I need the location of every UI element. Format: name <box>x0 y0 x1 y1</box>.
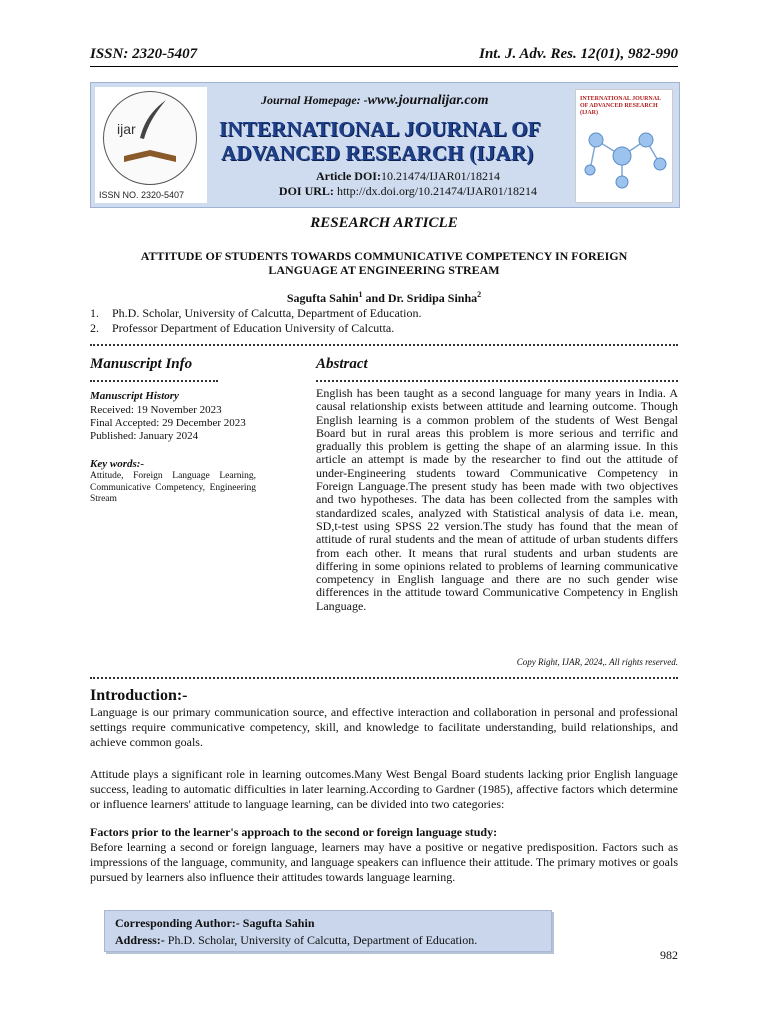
corresponding-author-box <box>104 910 552 952</box>
article-title-line1: ATTITUDE OF STUDENTS TOWARDS COMMUNICATIVE COMPETENCY IN FOREIGN <box>140 249 628 263</box>
author-2: and Dr. Sridipa Sinha <box>362 291 478 305</box>
logo-text: ijar <box>117 121 136 137</box>
doi-url-label: DOI URL: <box>278 184 334 198</box>
journal-homepage <box>261 93 489 109</box>
article-type: RESEARCH ARTICLE <box>310 215 458 231</box>
journal-title-line1: INTERNATIONAL JOURNAL OF <box>219 117 541 141</box>
quill-book-icon <box>104 92 196 184</box>
journal-title <box>219 117 559 165</box>
intro-paragraph-1: Language is our primary communication source, and effective interaction and collaboration in personal and professional settings require communicative competency, skill, and knowledge to facilitate understanding, build relationships, and achieve common goals. <box>90 705 678 749</box>
journal-title-line2: ADVANCED RESEARCH (IJAR) <box>221 141 534 165</box>
accepted-date: Final Accepted: 29 December 2023 <box>90 417 246 429</box>
doi-value: 10.21474/IJAR01/18214 <box>380 169 500 183</box>
homepage-link[interactable]: www.journalijar.com <box>367 93 489 108</box>
divider <box>90 340 678 346</box>
corresponding-address <box>115 933 477 948</box>
address-text: Ph.D. Scholar, University of Calcutta, Department of Education. <box>164 933 478 947</box>
abstract-heading: Abstract <box>316 356 368 372</box>
doi-label: Article DOI: <box>316 169 381 183</box>
received-date: Received: 19 November 2023 <box>90 404 222 416</box>
published-date: Published: January 2024 <box>90 430 199 442</box>
running-header <box>90 46 678 67</box>
thumbnail-title: INTERNATIONAL JOURNAL OF ADVANCED RESEARCH (IJAR) <box>580 96 661 116</box>
factors-subheading: Factors prior to the learner's approach to the second or foreign language study: <box>90 825 498 839</box>
manuscript-info-heading: Manuscript Info <box>90 356 193 372</box>
doi-url-link[interactable]: http://dx.doi.org/10.21474/IJAR01/18214 <box>333 184 538 198</box>
citation-label: Int. J. Adv. Res. 12(01), 982-990 <box>479 46 678 62</box>
keywords: Attitude, Foreign Language Learning, Communicative Competency, Engineering Stream <box>90 471 256 504</box>
author-1: Sagufta Sahin <box>286 291 359 305</box>
page-number: 982 <box>660 948 678 962</box>
manuscript-history-label: Manuscript History <box>90 390 179 402</box>
abstract-divider <box>316 376 678 382</box>
logo-emblem <box>103 91 197 185</box>
article-title-line2: LANGUAGE AT ENGINEERING STREAM <box>268 263 500 277</box>
abstract-text: English has been taught as a second language for many years in India. A causal relationship exists between attitude and learning outcome. Though English learning is a common problem of the students of West Bengal Board but in rural areas this problem is more serious and terrific and gradually this problem is getting the shape of an alarming issue. In this article an attempt is made by the researcher to find out the attitude of under-Engineering students toward Communicative Competency in Foreign Language.The present study has been made with two objectives and two hypotheses. The data has been collected from the samples with standardized scales, analyzed with Statistical analysis of data i.e. mean, SD,t-test using SPSS 22 version.The study has found that the mean of attitude of rural students and the mean of attitude of urban students differs from each other. It means that rural students and urban students are differing in some opinions related to problems of learning communicative competency in English language and there are no such gender wise differences in the attitude toward Communicative Competency in English Language. <box>316 386 678 613</box>
issn-label: ISSN: 2320-5407 <box>90 46 198 62</box>
intro-paragraph-2: Attitude plays a significant role in learning outcomes.Many West Bengal Board students lacking prior English language success, leading to automatic difficulties in later learning.According to Gardner (1985), affective factors which determine or influence learners' attitude to language learning, can be divided into two categories: <box>90 767 678 811</box>
article-title <box>110 249 658 277</box>
introduction-heading: Introduction:- <box>90 687 188 704</box>
author-list <box>90 290 678 306</box>
author-2-sup: 2 <box>477 290 482 299</box>
manuscript-divider <box>90 376 218 382</box>
divider <box>90 673 678 679</box>
affiliation-2: 2. Professor Department of Education University of Calcutta. <box>90 321 395 335</box>
journal-banner <box>90 82 680 208</box>
copyright: Copy Right, IJAR, 2024,. All rights reserved. <box>516 657 678 667</box>
keywords-label: Key words:- <box>90 458 145 470</box>
journal-logo <box>95 87 207 203</box>
corresponding-author-label: Corresponding Author:- Sagufta Sahin <box>115 916 315 930</box>
factors-paragraph: Before learning a second or foreign language, learners may have a positive or negative predisposition. Factors such as impressions of the language, community, and language speakers can influence their attitude. The primary motives or goals pursued by learners also influence their attitudes towards language learning. <box>90 840 678 884</box>
logo-issn: ISSN NO. 2320-5407 <box>99 190 185 200</box>
article-doi <box>243 169 573 184</box>
affiliation-1: 1. Ph.D. Scholar, University of Calcutta, Department of Education. <box>90 306 422 320</box>
journal-cover-thumbnail <box>575 89 673 203</box>
homepage-label: Journal Homepage: - <box>261 93 368 107</box>
author-1-sup: 1 <box>358 290 363 299</box>
doi-url <box>243 184 573 199</box>
address-label: Address:- <box>115 933 165 947</box>
